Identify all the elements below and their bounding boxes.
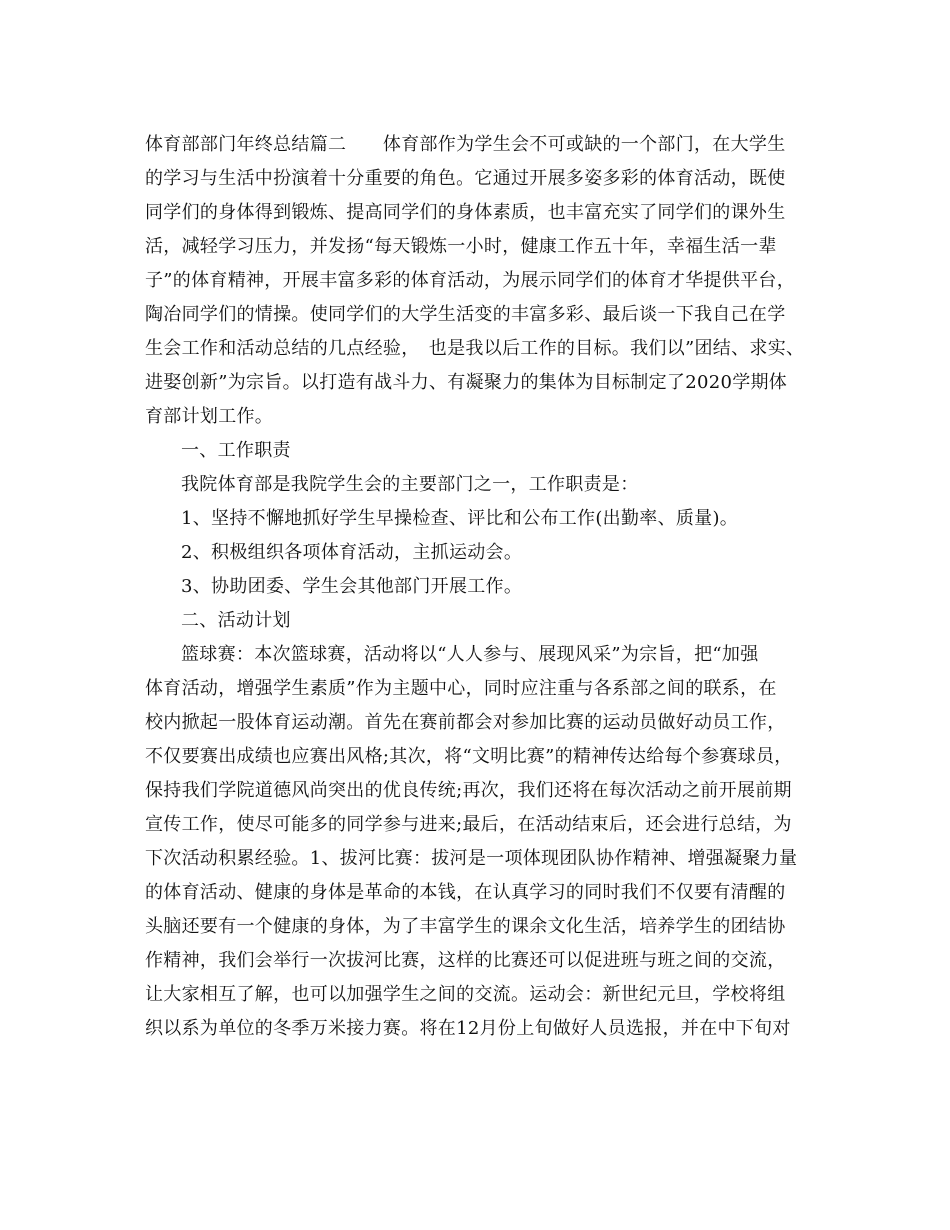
text-line-21: 宣传工作，使尽可能多的同学参与进来;最后，在活动结束后，还会进行总结，为 — [145, 814, 792, 835]
text-line-19: 不仅要赛出成绩也应赛出风格;其次，将“文明比赛”的精神传达给每个参赛球员， — [145, 746, 793, 767]
text-line-2: 的学习与生活中扮演着十分重要的角色。它通过开展多姿多彩的体育活动，既使 — [145, 168, 786, 189]
text-line-24: 头脑还要有一个健康的身体，为了丰富学生的课余文化生活，培养学生的团结协 — [145, 916, 786, 937]
text-line-8: 进娶创新”为宗旨。以打造有战斗力、有凝聚力的集体为目标制定了2020学期体 — [145, 372, 788, 393]
text-line-7: 生会工作和活动总结的几点经验， 也是我以后工作的目标。我们以”团结、求实、 — [145, 338, 805, 359]
text-line-1: 体育部部门年终总结篇二 体育部作为学生会不可或缺的一个部门，在大学生 — [145, 134, 786, 155]
text-line-25: 作精神，我们会举行一次拔河比赛，这样的比赛还可以促进班与班之间的交流， — [145, 950, 786, 971]
text-line-22: 下次活动积累经验。1、拔河比赛：拔河是一项体现团队协作精神、增强凝聚力量 — [145, 848, 798, 869]
section-heading-duties: 一、工作职责 — [181, 440, 291, 461]
text-line-23: 的体育活动、健康的身体是革命的本钱，在认真学习的同时我们不仅要有清醒的 — [145, 882, 786, 903]
text-line-6: 陶冶同学们的情操。使同学们的大学生活变的丰富多彩、最后谈一下我自己在学 — [145, 304, 786, 325]
list-item-3: 3、协助团委、学生会其他部门开展工作。 — [181, 576, 523, 597]
text-line-16: 篮球赛：本次篮球赛，活动将以“人人参与、展现风采”为宗旨，把“加强 — [181, 644, 759, 665]
text-line-20: 保持我们学院道德风尚突出的优良传统;再次，我们还将在每次活动之前开展前期 — [145, 780, 792, 801]
text-line-27: 织以系为单位的冬季万米接力赛。将在12月份上旬做好人员选报，并在中下旬对 — [145, 1018, 791, 1039]
list-item-1: 1、坚持不懈地抓好学生早操检查、评比和公布工作(出勤率、质量)。 — [181, 508, 739, 529]
text-line-18: 校内掀起一股体育运动潮。首先在赛前都会对参加比赛的运动员做好动员工作， — [145, 712, 786, 733]
text-line-9: 育部计划工作。 — [145, 406, 274, 427]
text-line-3: 同学们的身体得到锻炼、提高同学们的身体素质，也丰富充实了同学们的课外生 — [145, 202, 786, 223]
text-line-26: 让大家相互了解，也可以加强学生之间的交流。运动会：新世纪元旦，学校将组 — [145, 984, 786, 1005]
text-line-5: 子”的体育精神，开展丰富多彩的体育活动，为展示同学们的体育才华提供平台， — [145, 270, 795, 291]
text-line-4: 活，减轻学习压力，并发扬“每天锻炼一小时，健康工作五十年，幸福生活一辈 — [145, 236, 777, 257]
section-heading-plan: 二、活动计划 — [181, 610, 291, 631]
text-line-17: 体育活动，增强学生素质”作为主题中心，同时应注重与各系部之间的联系，在 — [145, 678, 777, 699]
document-body — [145, 128, 825, 1046]
list-item-2: 2、积极组织各项体育活动，主抓运动会。 — [181, 542, 523, 563]
text-line-11: 我院体育部是我院学生会的主要部门之一，工作职责是： — [181, 474, 639, 495]
